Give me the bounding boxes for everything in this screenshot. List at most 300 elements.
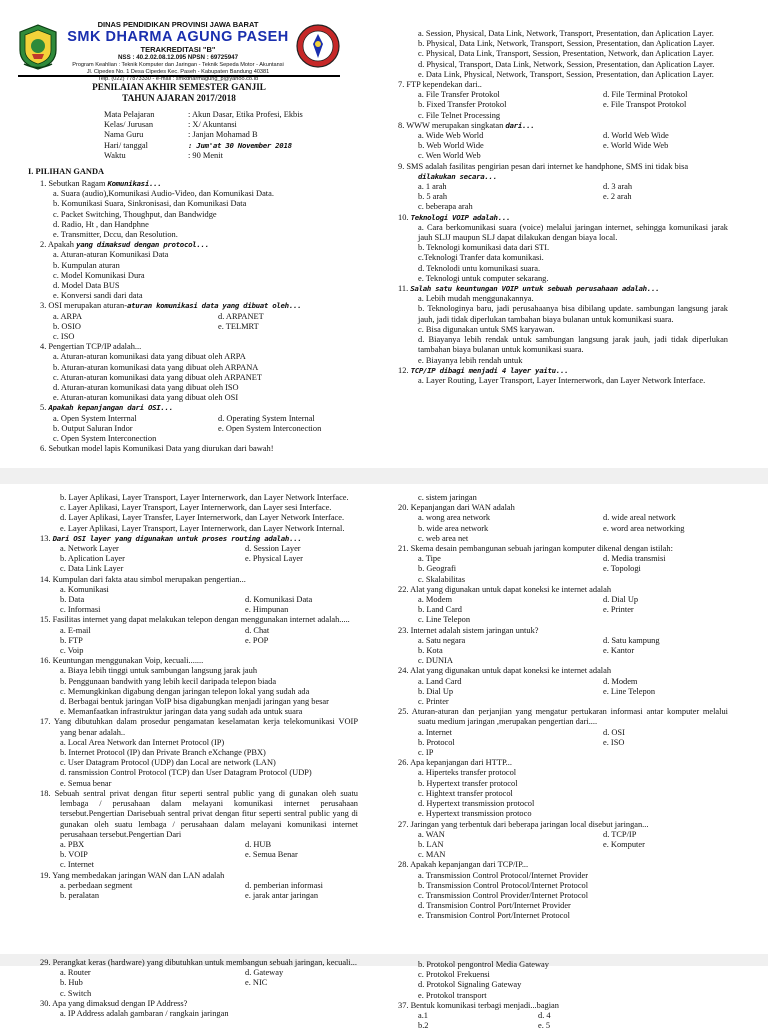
answer-option [40,220,358,230]
answer-option [40,554,358,564]
line-text: 14. Kumpulan dari fakta atau simbol merupakan pengertian... [40,574,246,584]
page-gap [0,468,768,484]
line-text: c. Model Komunikasi Dura [53,270,145,280]
line-text: 6. Sebutkan model lapis Komunikasi Data yang diurukan dari bawah! [40,444,274,454]
answer-option [398,799,728,809]
exam-page-2 [0,484,768,954]
line-text: a. ARPA [53,311,83,321]
answer-option [398,575,728,585]
line-text: d. Radio, Ht , dan Handphne [53,219,149,229]
line-text: b. Aplication Layer [60,554,125,564]
exam-page-1 [0,0,768,468]
answer-option-right: e. World Wide Web [603,141,669,151]
answer-option [40,768,358,778]
question-line [40,871,358,881]
answer-option [40,595,358,605]
answer-option [398,192,728,202]
answer-option [40,210,358,220]
line-text: b. OSIO [53,321,81,331]
answer-option [398,779,728,789]
info-row [104,141,303,151]
line-text: a. wong area network [418,513,491,523]
answer-option [398,728,728,738]
answer-option [398,960,728,970]
answer-option-right: d. Komunikasi Data [245,595,313,605]
line-text: 22. Alat yang digunakan untuk dapat koneksi ke internet adalah [398,584,612,594]
info-label: Waktu [104,150,126,160]
question-line [40,656,358,666]
answer-option [398,840,728,850]
line-text: 4. Pengertian TCP/IP adalah... [40,342,142,352]
question-line [398,820,728,830]
line-text: c. beberapa arah [418,202,473,212]
exam-page-3 [0,958,768,1031]
line-text: b. LAN [418,839,444,849]
line-text: c. Packet Switching, Thoughput, dan Bandwidge [53,209,217,219]
line-text: e. Semua benar [60,778,112,788]
answer-option [40,434,358,444]
answer-option: a. Session, Physical, Data Link, Network, Transport, Presentation, dan Aplication Layer. [418,29,714,38]
answer-option [398,656,728,666]
answer-option [398,151,728,161]
question-line [40,179,358,189]
line-text: b. Dial Up [418,686,454,696]
line-text: d. Berbagai bentuk jaringan VoIP bisa digabungkan menjadi jaringan yang besar [60,697,329,707]
answer-option [398,881,728,891]
answer-option-right: e. Topologi [603,564,641,574]
question-line [40,403,358,413]
answer-option [40,891,358,901]
answer-option-right: d. File Terminal Protokol [603,90,688,100]
line-text: a. Router [60,968,91,978]
line-text: c. Protokol Frekuensi [418,970,490,980]
line-text: e. Konversi sandi dari data [53,291,143,301]
answer-option [40,968,358,978]
line-text: b. Protokol pengontrol Media Gateway [418,960,549,969]
line-text: a. PBX [60,839,85,849]
question-line [398,626,728,636]
answer-option [398,646,728,656]
section-heading: I. PILIHAN GANDA [28,167,105,176]
answer-option [40,840,358,850]
question-line [398,860,728,870]
answer-option: b. Layer Aplikasi, Layer Transport, Layer Internerwork, dan Layer Network Interface. [60,493,349,502]
answer-option-right: e. TELMRT [218,321,259,331]
header-divider [18,75,340,77]
answer-option: c. Physical, Data Link, Transport, Session, Presentation, Network, dan Aplication Layer. [418,49,714,59]
answer-option [398,1021,728,1031]
line-text: c. sistem jaringan [418,493,477,502]
line-text: a. 1 arah [418,182,447,192]
answer-option [398,991,728,1001]
line-text: b. Teknologi komunikasi data dari STI. [418,243,550,253]
answer-option [40,758,358,768]
info-value: : Janjan Mohamad B [188,130,258,140]
info-value: : Akun Dasar, Etika Profesi, Ekbis [188,110,303,119]
question-line: 18. Sebuah sentral privat dengan fitur seperti sentral public yang di gunakan oleh suatu lembaga / perusahaan dalam melayani komunikasi internet perusahaan tersebut.Pengertian Darisebuah sentral privat dengan fitur seperti sentral public yang di gunakan oleh suatu lembaga / perusahaan dalam melayani komunikasi internet perusahaan tersebut.Pengertian Dari [40,788,358,839]
answer-option [398,768,728,778]
accreditation: TERAKREDITASI "B" [140,45,216,54]
answer-option [398,325,728,335]
answer-option [40,860,358,870]
line-text: b. Protocol [418,737,455,747]
question-line: 17. Yang dibutuhkan dalam prosedur pengamatan keselamatan kerja telekomunikasi VOIP yang benar adalah.. [40,717,358,737]
answer-option [398,970,728,980]
handwritten-text: yang dimaksud dengan protocol... [76,240,209,250]
answer-option: a. Cara berkomunikasi suara (voice) melalui jaringan internet, sehingga komunikasi jarak jauh SLJJ maupun SLJ dapat dilakukan dengan biaya local. [418,222,728,243]
answer-option [398,524,728,534]
line-text: 37. Bentuk komunikasi terbagi menjadi...bagian [398,1000,559,1010]
school-name: SMK DHARMA AGUNG PASEH [67,29,289,45]
answer-option-right: d. Media transmisi [603,554,666,564]
answer-option [40,503,358,513]
answer-option [398,274,728,284]
answer-option [398,100,728,110]
line-text: d. Teknolodi untu komunikasi suara. [418,263,541,273]
handwritten-text: aturan komunikasi data yang dibuat oleh... [126,301,302,311]
line-text: a. IP Address adalah gambaran / rangkain jaringan [60,1009,229,1019]
question-line [40,342,358,352]
answer-option [398,534,728,544]
line-text: c. MAN [418,850,446,860]
info-value: : 90 Menit [188,150,223,160]
question-line [40,240,358,250]
line-text: 28. Apakah kepanjangan dari TCP/IP... [398,860,529,870]
line-text: b. Hypertext transfer protocol [418,778,518,788]
line-text: c. Skalabilitas [418,574,465,584]
answer-option-right: d. TCP/IP [603,829,637,839]
line-text: b. Kumpulan aturan [53,260,120,270]
answer-option-right: e. jarak antar jaringan [245,890,319,900]
line-text: c.Teknologi Tranfer data komunikasi. [418,253,544,263]
answer-option-right: d. Satu kampung [603,635,660,645]
handwritten-text: Teknologi VOIP adalah... [410,212,511,222]
answer-option-right: e. File Transpot Protokol [603,100,687,110]
answer-option [40,748,358,758]
line-text: c. IP [418,748,434,758]
answer-option-right: d. HUB [245,839,272,849]
line-text: d. Protokol Signaling Gateway [418,980,522,990]
answer-option [40,605,358,615]
line-text: b. Geografi [418,564,457,574]
line-text: c. Memungkinkan digabung dengan jaringan telepon lokal yang sudah ada [60,686,310,696]
answer-option [398,513,728,523]
answer-option [40,677,358,687]
address: Jl. Cipedes No. 1 Desa Cipedes Kec. Paseh - Kabupaten Bandung 40381 [86,69,270,75]
line-text: a. Satu negara [418,635,466,645]
line-text: 2. Apakah [40,240,77,250]
info-label: Hari/ tanggal [104,140,148,150]
answer-option-right: d. ARPANET [218,311,264,321]
answer-option [398,294,728,304]
answer-option [40,881,358,891]
line-text: a. Aturan-aturan Komunikasi Data [53,250,169,260]
line-text: a. Komunikasi [60,584,109,594]
line-text: b. Transmission Control Protocol/Internet Protocol [418,880,589,890]
answer-option-right: d. OSI [603,727,625,737]
line-text: b. Output Saluran Indor [53,423,133,433]
answer-option-right: d. pemberian informasi [245,880,323,890]
info-value: : Jum'at 30 November 2018 [188,140,292,150]
line-text: a. File Transfer Protokol [418,90,500,100]
line-text: a. Modem [418,595,452,605]
answer-option [40,383,358,393]
line-text: b. Fixed Transfer Protokol [418,100,507,110]
question-line [398,284,728,294]
answer-option [40,250,358,260]
school-ids: NSS : 40.2.02.08.12.095 NPSN : 69725947 [117,54,239,61]
answer-option-right: e. Komputer [603,839,645,849]
line-text: a. Land Card [418,676,462,686]
line-text: a. Network Layer [60,544,119,554]
column-right [398,960,728,1031]
answer-option [398,748,728,758]
line-text: b. Kota [418,646,443,656]
answer-option [40,281,358,291]
line-text: 30. Apa yang dimaksud dengan IP Address? [40,998,188,1008]
question-line [398,758,728,768]
line-text: b.2 [418,1021,429,1031]
line-text: 27. Jaringan yang terbentuk dari beberapa jaringan local disebut jaringan... [398,819,649,829]
answer-option [40,271,358,281]
line-text: d. Hypertext transmission protocol [418,799,535,809]
line-text: c. ISO [53,332,75,342]
line-text: c. Data Link Layer [60,564,124,574]
answer-option [40,697,358,707]
answer-option-right: d. Dial Up [603,595,639,605]
info-label: Mata Pelajaran [104,110,155,119]
answer-option: a. Layer Routing, Layer Transport, Layer Internerwork, dan Layer Network Interface. [418,375,706,385]
handwritten-text: dari... [505,120,535,130]
answer-option [40,564,358,574]
line-text: a. Lebih mudah menggunakannya. [418,294,534,304]
answer-option [40,850,358,860]
line-text: e. Memanfaatkan infrastruktur jaringan data yang sudah ada untuk suara [60,707,303,717]
answer-option [40,373,358,383]
answer-option: b. Teknologinya baru, jadi perusahaanya bisa dibilang update. sambungan langsung jarak jauh, jadi tidak diperlukan tambahan biaya bulanan untuk komunikasi suara. [418,304,728,324]
line-text: c. Open System Interconection [53,434,157,444]
line-text: b. Penggunaan bandwith yang lebih kecil daripada telepon biada [60,676,277,686]
line-text: e. Protokol transport [418,990,487,1000]
line-text: c. User Datagram Protocol (UDP) dan Local are network (LAN) [60,758,276,768]
answer-option-right: d. Operating System Internal [218,413,315,423]
answer-option-right: e. 2 arah [603,192,632,202]
answer-option [40,261,358,271]
line-text: d. Model Data BUS [53,281,120,291]
answer-option [40,291,358,301]
answer-option: b. Physical, Data Link, Network, Transport, Session, Presentation, dan Aplication Layer. [418,39,715,49]
answer-option [40,978,358,988]
line-text: b. Komunikasi Suara, Sinkronisasi, dan Komunikasi Data [53,199,247,209]
answer-option [40,738,358,748]
line-text: a.1 [418,1011,428,1021]
line-text: a. Open System Interrnal [53,413,137,423]
answer-option [40,779,358,789]
line-text: c. Wen World Web [418,151,481,161]
answer-option [40,1009,358,1019]
line-text: c. Switch [60,988,92,998]
line-text: 16. Keuntungan menggunakan Voip, kecuali....... [40,656,204,666]
answer-option [398,141,728,151]
answer-option [398,90,728,100]
answer-option [398,697,728,707]
answer-option [40,199,358,209]
answer-option [398,131,728,141]
handwritten-text: Dari OSI layer yang digunakan untuk proses routing adalah... [52,533,302,543]
line-text: b. Aturan-aturan komunikasi data yang dibuat oleh ARPANA [53,362,259,372]
line-text: b. wide area network [418,523,489,533]
question-line [40,444,358,454]
answer-option-right: e. word area networking [603,523,685,533]
handwritten-text: TCP/IP dibagi menjadi 4 layer yaitu... [410,365,569,375]
school-header [62,20,294,83]
answer-option-right: d. 3 arah [603,182,633,192]
answer-option [398,615,728,625]
answer-option [40,230,358,240]
programs: Program Keahlian : Teknik Komputer dan Jaringan - Teknik Sepeda Motor - Akuntansi [72,62,284,68]
answer-option [398,182,728,192]
question-line [398,1001,728,1011]
line-text: d. ransmission Control Protocol (TCP) dan User Datagram Protocol (UDP) [60,768,312,778]
exam-title-line1: PENILAIAN AKHIR SEMESTER GANJIL [92,82,266,92]
line-text: c. Hightext transfer protocol [418,788,513,798]
line-text: b. Web World Wide [418,141,484,151]
line-text: 20. Kepanjangan dari WAN adalah [398,503,515,513]
answer-option [40,393,358,403]
line-text: c. Bisa digunakan untuk SMS karyawan. [418,324,555,334]
line-text: a. perbedaan segment [60,880,133,890]
line-text: a. Local Area Network dan Internet Protocol (IP) [60,737,225,747]
column-left [40,179,358,454]
line-text: 11. [398,284,411,294]
answer-option [398,980,728,990]
west-java-emblem-icon [18,24,58,70]
line-text: c. DUNIA [418,656,453,666]
line-text: e. Teknologi untuk computer sekarang. [418,273,549,283]
answer-option [40,332,358,342]
line-text: 3. OSI merupakan aturan- [40,301,127,311]
line-text: b. Data [60,595,85,605]
info-row [104,130,303,140]
answer-option [40,312,358,322]
question-line [398,503,728,513]
info-label: Nama Guru [104,130,144,140]
answer-option-right: e. POP [245,635,269,645]
answer-option [40,544,358,554]
question-line [398,666,728,676]
info-row [104,120,303,130]
line-text: d. Transmision Control Port/Internet Provider [418,901,571,911]
answer-option [398,605,728,615]
line-text: c. File Telnet Processing [418,110,501,120]
answer-option [398,830,728,840]
question-line [40,999,358,1009]
line-text: 23. Internet adalah sistem jaringan untuk? [398,625,539,635]
line-text: c. Aturan-aturan komunikasi data yang dibuat oleh ARPANET [53,372,263,382]
answer-option [398,564,728,574]
line-text: e. Layer Aplikasi, Layer Transport, Layer Internerwork, dan Layer Network Internal. [60,523,345,533]
line-text: 8. WWW merupakan singkatan [398,120,506,130]
line-text: 21. Skema desain pembangunan sebuah jaringan komputer dikenal dengan istilah: [398,544,673,554]
answer-option [398,891,728,901]
line-text: a. Aturan-aturan komunikasi data yang dibuat oleh ARPA [53,352,246,362]
line-text: e. Transmitter, Dccu, dan Resolution. [53,230,178,240]
answer-option-right: e. Semua Benar [245,850,298,860]
answer-option [40,687,358,697]
column-left [40,958,358,1019]
column-right [398,493,728,922]
column-right [398,29,728,386]
line-text: 7. FTP kependekan dari.. [398,80,482,90]
answer-option-right: e. Line Telepon [603,686,656,696]
line-text: 5. [40,403,49,413]
line-text: a. Internet [418,727,452,737]
answer-option [398,554,728,564]
answer-option [398,172,728,182]
line-text: a. Transmission Control Protocol/Internet Provider [418,870,589,880]
answer-option [398,595,728,605]
line-text: a. Biaya lebih tinggi untuk sambungan langsung jarak jauh [60,666,258,676]
answer-option-right: e. ISO [603,737,625,747]
answer-option [398,243,728,253]
answer-option [40,363,358,373]
line-text: b. Internet Protocol (IP) dan Private Branch eXchange (PBX) [60,748,266,758]
answer-option: d. Biayanya lebih rendak untuk sambungan langsung jarak jauh, jadi tidak diperlukan tambahan biaya bulanan untuk komunikasi suara. [418,335,728,355]
question-line [398,544,728,554]
answer-option [398,1011,728,1021]
answer-option [40,646,358,656]
contact: Telp. (022) 77873330 - e-mail : smkdharmagung_p@yahoo.co.id [98,76,258,82]
answer-option: e. Data Link, Physical, Network, Transport, Session, Presentation, dan Aplication Layer. [418,69,714,79]
line-text: d. Aturan-aturan komunikasi data yang dibuat oleh ISO [53,383,239,393]
info-row [104,110,303,120]
line-text: e. Transmision Control Port/Internet Protocol [418,911,570,921]
line-text: c. Line Telepon [418,615,471,625]
line-text: e. Aturan-aturan komunikasi data yang dibuat oleh OSI [53,393,239,403]
answer-option [398,356,728,366]
info-row [104,151,303,161]
question-line: 29. Perangkat keras (hardware) yang dibutuhkan untuk membangun sebuah jaringan, kecuali... [40,958,357,967]
line-text: c. Layer Aplikasi, Layer Transport, Layer Internerwork, dan Layer sesi Interface. [60,503,332,513]
answer-option-right: d. Session Layer [245,544,301,554]
answer-option [40,524,358,534]
answer-option [40,707,358,717]
answer-option-right: e. 5 [538,1021,551,1031]
question-line: 15. Fasilitas internet yang dapat melakukan telepon dengan menggunakan internet adalah..... [40,615,350,625]
exam-info [104,110,303,161]
info-label: Kelas/ Jurusan [104,120,154,130]
answer-option-right: e. Printer [603,605,634,615]
answer-option [398,901,728,911]
answer-option [40,352,358,362]
answer-option-right: e. Physical Layer [245,554,303,564]
answer-option [40,414,358,424]
line-text: 1. Sebutkan Ragam [40,179,108,188]
answer-option [398,871,728,881]
answer-option-right: d. Gateway [245,968,284,978]
question-line [40,575,358,585]
line-text: 26. Apa kepanjangan dari HTTP... [398,758,512,768]
answer-option [40,666,358,676]
column-left [40,493,358,901]
line-text: 24. Alat yang digunakan untuk dapat koneksi ke internet adalah [398,666,612,676]
info-value: : X/ Akuntansi [188,120,237,130]
answer-option-right: e. NIC [245,978,268,988]
answer-option [40,636,358,646]
line-text: b. Hub [60,978,83,988]
line-text: c. Transmission Control Provider/Internet Protocol [418,890,589,900]
answer-option [398,253,728,263]
